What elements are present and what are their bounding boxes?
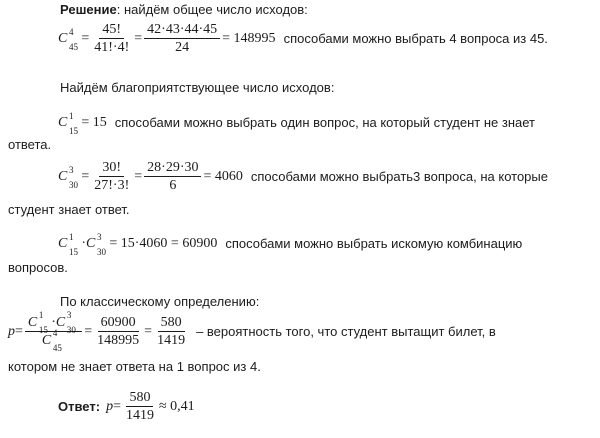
combination-c15-1: C 1 15: [58, 111, 78, 136]
fraction-values: $\frac{60900}{148995}$: [97, 315, 140, 348]
three-questions-formula: C 3 30 = $\frac{30!}{27!\cdot 3!}$ = $\frac{28\cdot 29\cdot 30}{6}$ = 4060 способами можно выбрать3 вопроса, на которые: [58, 160, 548, 193]
combination-c30-3b: C 3 30: [86, 232, 107, 257]
total-text: способами можно выбрать 4 вопроса из 45.: [283, 30, 548, 46]
probability-cont: котором не знает ответа на 1 вопрос из 4.: [8, 359, 261, 374]
solution-label: Решение: [60, 2, 117, 17]
combination-product-formula: C 1 15 · C 3 30 = 15·4060 = 60900 способами можно выбрать искомую комбинацию: [58, 232, 523, 257]
solution-heading-line: [60, 2, 308, 18]
total-result: = 148995: [222, 30, 276, 46]
combination-product-cont: вопросов.: [8, 260, 68, 275]
definition-heading: По классическому определению:: [60, 294, 260, 309]
combination-c30-3: C 3 30: [58, 164, 78, 190]
single-question-formula: C 1 15 = 15 способами можно выбрать один вопрос, на который студент не знает: [58, 111, 535, 136]
solution-intro: : найдём общее число исходов:: [116, 2, 308, 17]
probability-formula: p = C 1 15 ·C 3 30 C 4 45 = $\frac{60900}{148995}$ = $\frac{580}{1419}$ – вероятность того, что студент вытащит билет, в: [8, 310, 496, 353]
answer-line: Ответ : p = $\frac{580}{1419}$ ≈ 0,41: [58, 390, 195, 423]
single-question-cont: ответа.: [8, 137, 52, 152]
combination-c15-1b: C 1 15: [58, 232, 78, 257]
fraction-factorials-30: $\frac{30!}{27!\cdot 3!}$: [94, 160, 130, 193]
three-questions-cont: студент знает ответ.: [8, 202, 130, 217]
answer-label: Ответ: [58, 398, 96, 414]
fraction-product: $\frac{42\cdot 43\cdot 44\cdot 45}{24}$: [144, 22, 220, 55]
fraction-reduced: $\frac{580}{1419}$: [157, 315, 186, 348]
fraction-combinations: C 1 15 ·C 3 30 C 4 45: [25, 315, 82, 348]
total-outcomes-formula: C 4 45 = $\frac{45!}{41!\cdot 4!}$ = $\frac{42\cdot 43\cdot 44\cdot 45}{24}$ = 148995 способами можно выбрать 4 вопроса из 45.: [58, 22, 548, 55]
fraction-product-30: $\frac{28\cdot 29\cdot 30}{6}$: [144, 160, 201, 193]
combination-c45-4: C 4 45: [58, 26, 78, 52]
answer-fraction: $\frac{580}{1419}$: [125, 390, 154, 423]
fraction-factorials: $\frac{45!}{41!\cdot 4!}$: [94, 22, 130, 55]
favorable-heading: Найдём благоприятствующее число исходов:: [60, 80, 335, 95]
